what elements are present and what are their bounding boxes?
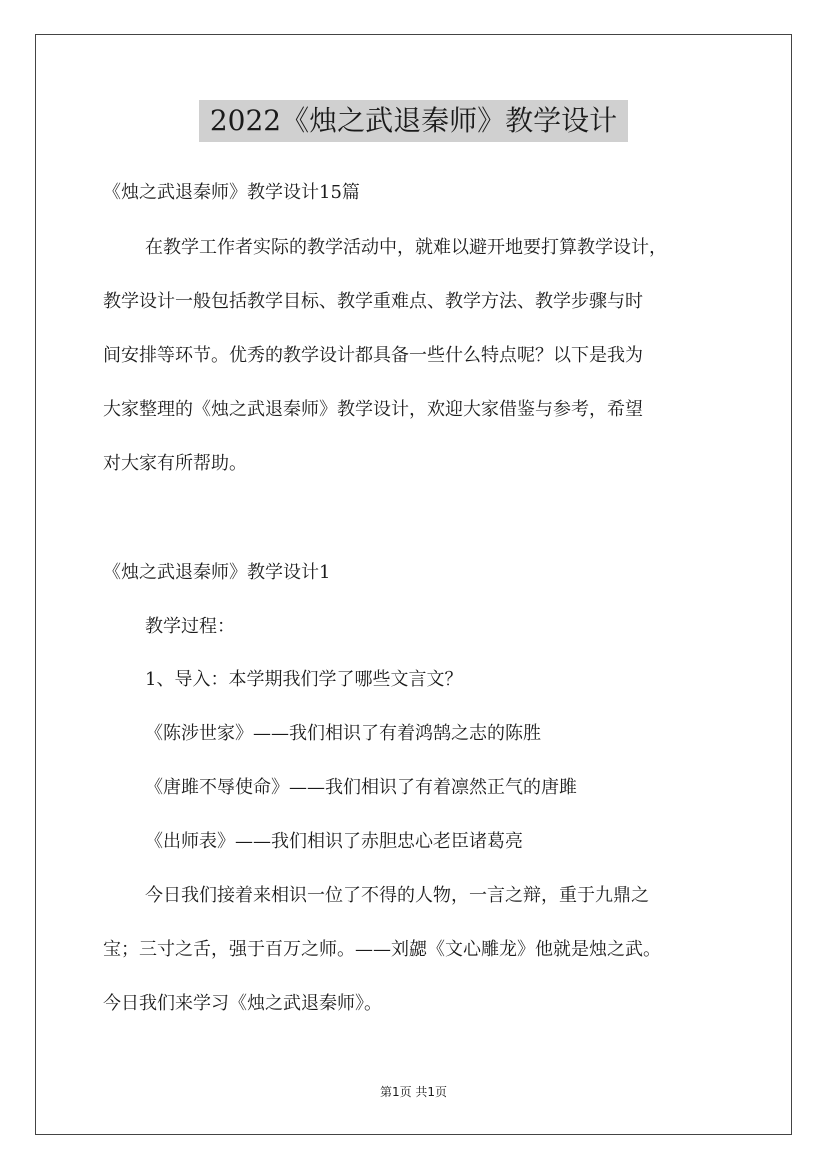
intro-line-3: 间安排等环节。优秀的教学设计都具备一些什么特点呢？以下是我为 xyxy=(103,345,643,366)
section-line-5: 《出师表》——我们相识了赤胆忠心老臣诸葛亮 xyxy=(145,831,523,852)
intro-line-2: 教学设计一般包括教学目标、教学重难点、教学方法、教学步骤与时 xyxy=(103,291,643,312)
section-line-7: 宝；三寸之舌，强于百万之师。——刘勰《文心雕龙》他就是烛之武。 xyxy=(103,939,661,960)
section-line-3: 《陈涉世家》——我们相识了有着鸿鹄之志的陈胜 xyxy=(145,723,541,744)
document-title: 2022《烛之武退秦师》教学设计 xyxy=(199,100,628,142)
section-line-6: 今日我们接着来相识一位了不得的人物，一言之辩，重于九鼎之 xyxy=(145,885,649,906)
section-line-2: 1、导入：本学期我们学了哪些文言文？ xyxy=(145,669,463,690)
document-subtitle: 《烛之武退秦师》教学设计15篇 xyxy=(103,182,360,203)
section-heading: 《烛之武退秦师》教学设计1 xyxy=(103,562,331,583)
section-line-8: 今日我们来学习《烛之武退秦师》。 xyxy=(103,993,382,1014)
intro-line-4: 大家整理的《烛之武退秦师》教学设计，欢迎大家借鉴与参考，希望 xyxy=(103,399,643,420)
section-line-4: 《唐雎不辱使命》——我们相识了有着凛然正气的唐雎 xyxy=(145,777,577,798)
page-footer: 第1页 共1页 xyxy=(379,1085,448,1099)
section-line-1: 教学过程： xyxy=(145,616,235,637)
intro-line-1: 在教学工作者实际的教学活动中，就难以避开地要打算教学设计， xyxy=(145,237,667,258)
intro-line-5: 对大家有所帮助。 xyxy=(103,453,247,474)
